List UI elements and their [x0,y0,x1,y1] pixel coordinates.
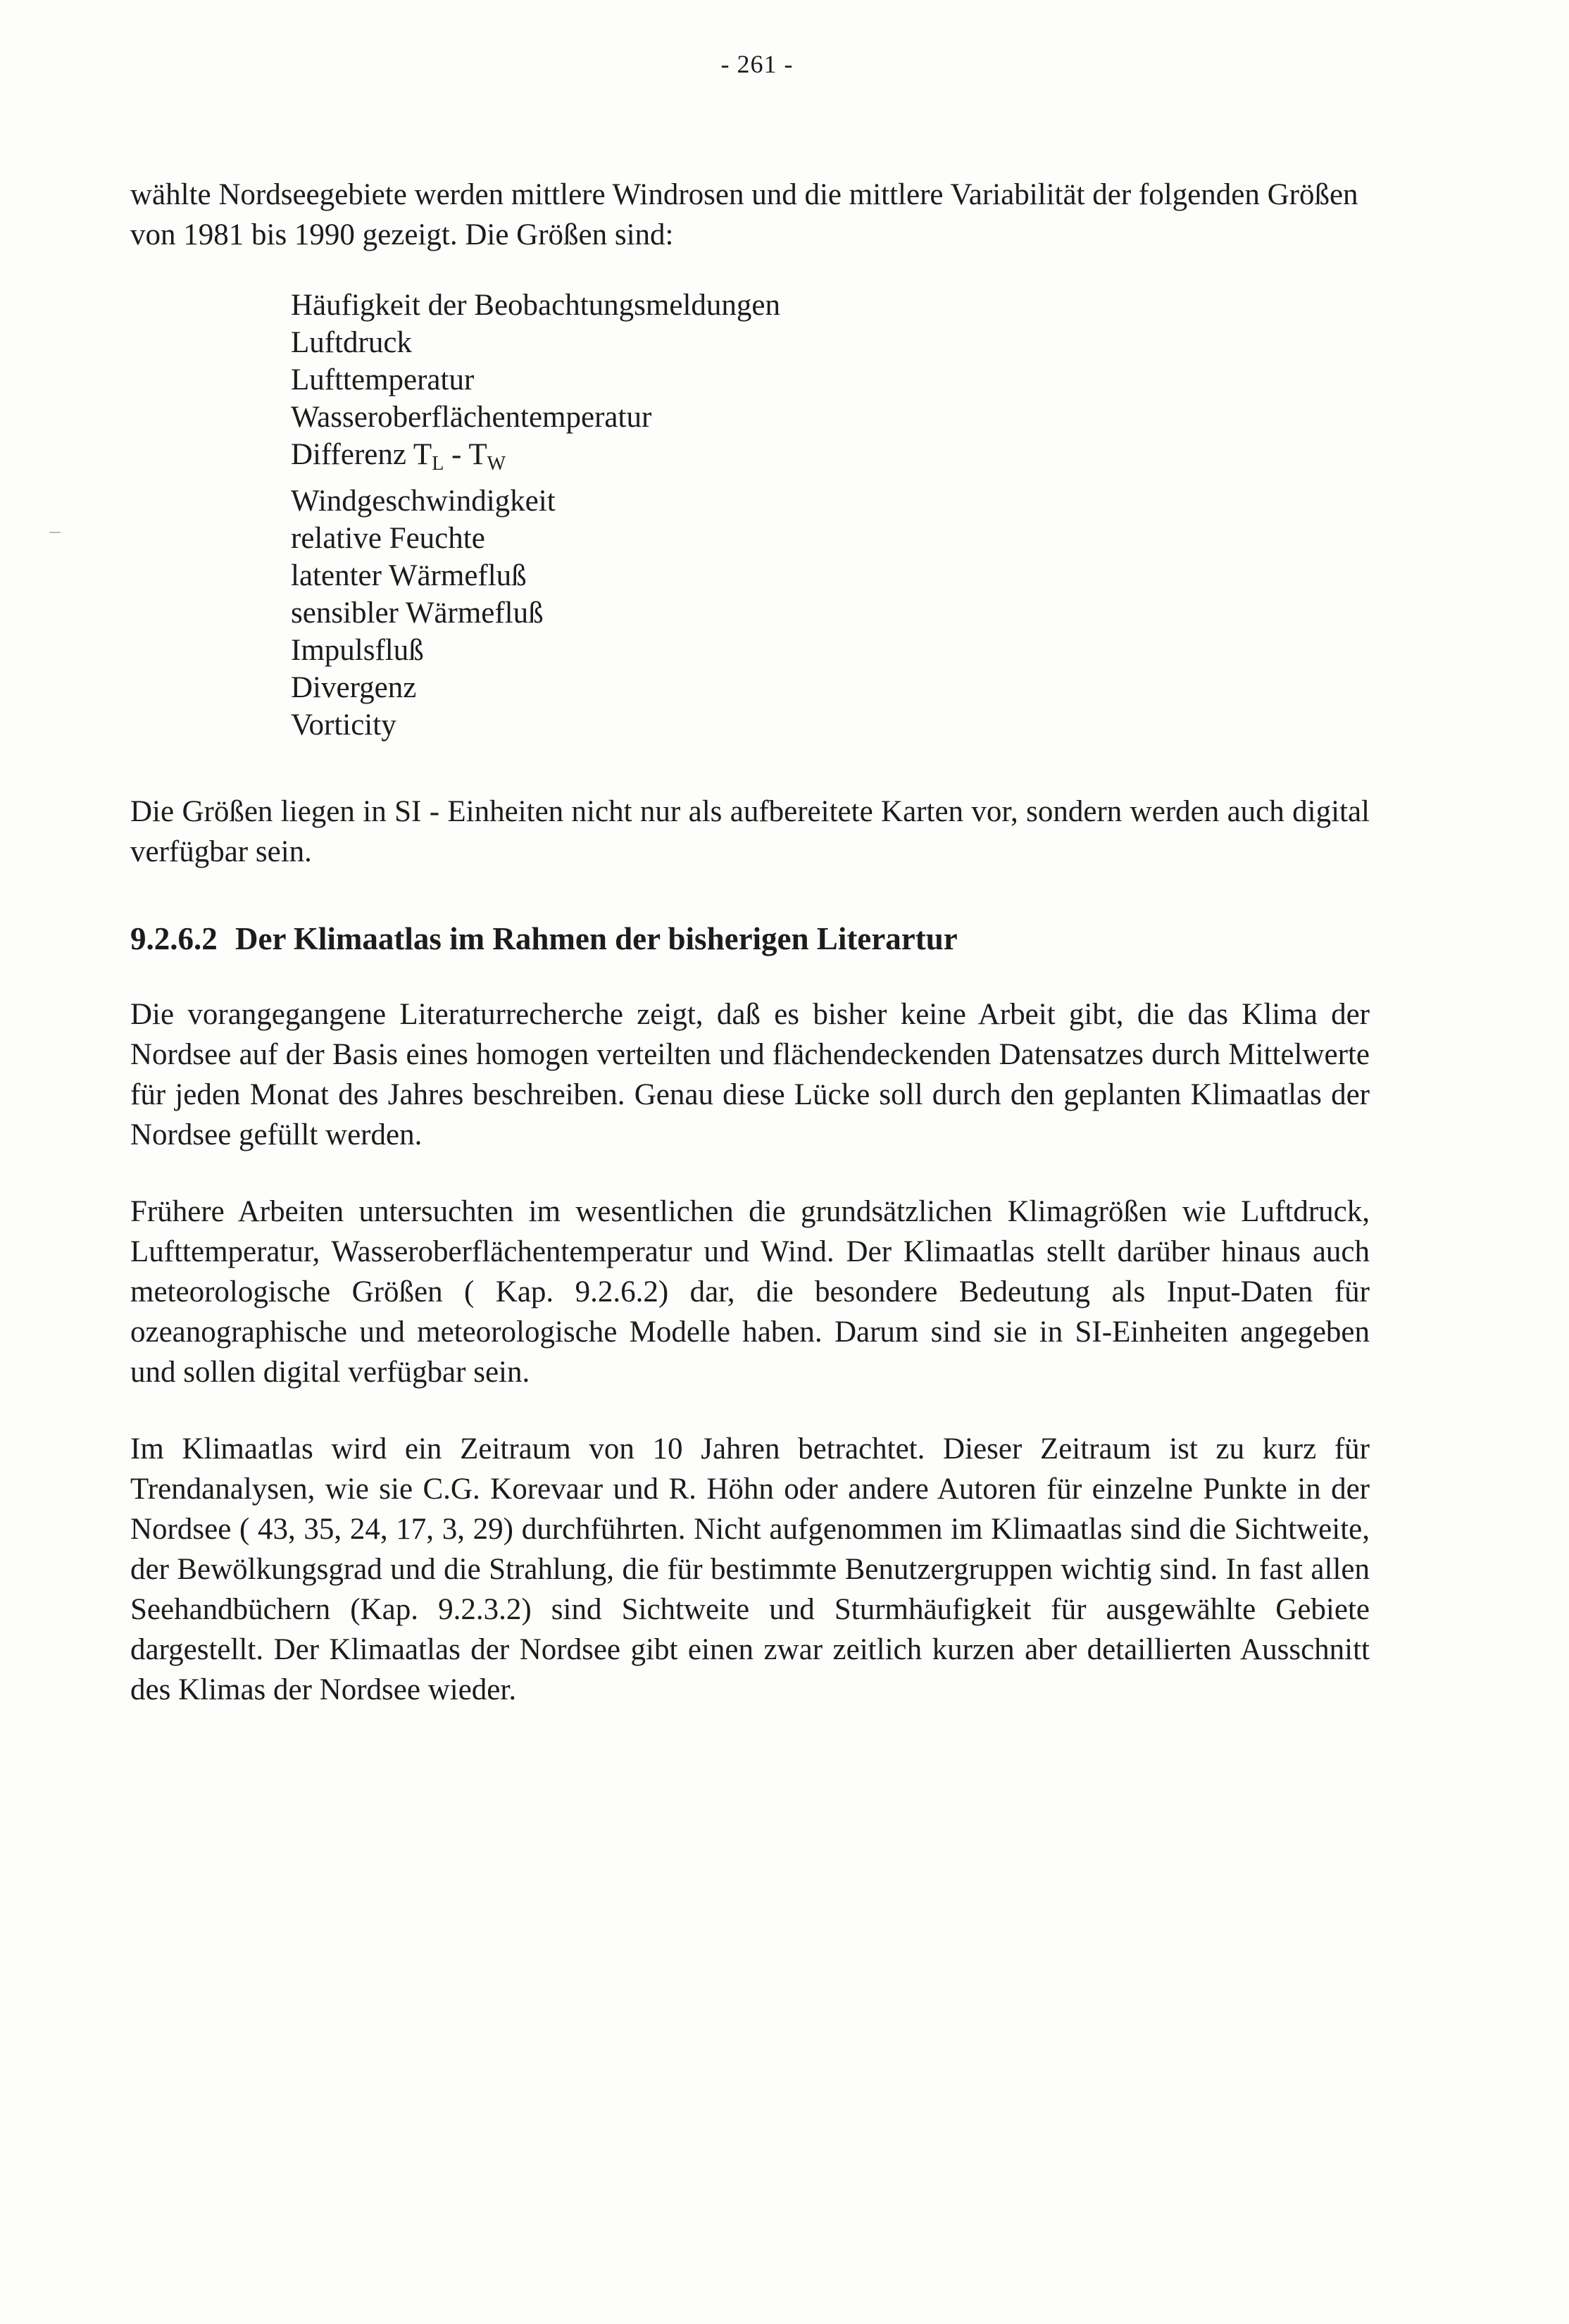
list-item: Windgeschwindigkeit [291,485,556,518]
list-item: Lufttemperatur [291,363,475,396]
body-paragraph: Im Klimaatlas wird ein Zeitraum von 10 Jahren betrachtet. Dieser Zeitraum ist zu kurz für Trendanalysen, wie sie C.G. Korevaar und R. Höhn oder andere Autoren für einzelne Punkte in der Nordsee ( 43, 35, 24, 17, 3, 29) durchführten. Nicht aufgenommen im Klimaatlas sind die Sichtweite, der Bewölkungsgrad und die Strahlung, die für bestimmte Benutzergruppen wichtig sind. In fast allen Seehandbüchern (Kap. 9.2.3.2) sind Sichtweite und Sturmhäufigkeit für ausgewählte Gebiete dargestellt. Der Klimaatlas der Nordsee gibt einen zwar zeitlich kurzen aber detaillierten Ausschnitt des Klimas der Nordsee wieder. [130,1432,1370,1706]
list-item: Wasseroberflächentemperatur [291,401,652,434]
list-item: Häufigkeit der Beobachtungsmeldungen [291,289,780,322]
intro-paragraph: wählte Nordseegebiete werden mittlere Windrosen und die mittlere Variabilität der folgenden Größen von 1981 bis 1990 gezeigt. Die Größen sind: [130,178,1358,251]
page-body [130,175,1370,1710]
list-item: Divergenz [291,671,417,704]
list-item: Luftdruck [291,326,412,359]
section-heading [130,919,1370,959]
subscript-w: W [487,453,506,475]
after-list-paragraph: Die Größen liegen in SI - Einheiten nicht nur als aufbereitete Karten vor, sondern werden auch digital verfügbar sein. [130,795,1370,868]
section-number: 9.2.6.2 [130,921,218,956]
quantity-list [130,287,1370,744]
page-number: - 261 - [720,50,794,78]
list-item: Vorticity [291,708,396,742]
list-item: relative Feuchte [291,522,485,555]
list-item-difference [291,436,1370,482]
subscript-l: L [432,453,444,475]
list-item: Impulsfluß [291,634,424,667]
list-item: latenter Wärmefluß [291,559,527,592]
list-item: sensibler Wärmefluß [291,596,544,630]
body-paragraph: Die vorangegangene Literaturrecherche zeigt, daß es bisher keine Arbeit gibt, die das Klima der Nordsee auf der Basis eines homogen verteilten und flächendeckenden Datensatzes durch Mittelwerte für jeden Monat des Jahres beschreiben. Genau diese Lücke soll durch den geplanten Klimaatlas der Nordsee gefüllt werden. [130,998,1370,1151]
section-title: Der Klimaatlas im Rahmen der bisherigen Literartur [235,921,958,956]
body-paragraph: Frühere Arbeiten untersuchten im wesentlichen die grundsätzlichen Klimagrößen wie Luftdruck, Lufttemperatur, Wasseroberflächentemperatur und Wind. Der Klimaatlas stellt darüber hinaus auch meteorologische Größen ( Kap. 9.2.6.2) dar, die besondere Bedeutung als Input-Daten für ozeanographische und meteorologische Modelle haben. Darum sind sie in SI-Einheiten angegeben und sollen digital verfügbar sein. [130,1195,1370,1389]
difference-minus: - T [444,438,487,471]
difference-label: Differenz T [291,438,432,471]
scan-mark [49,532,61,533]
